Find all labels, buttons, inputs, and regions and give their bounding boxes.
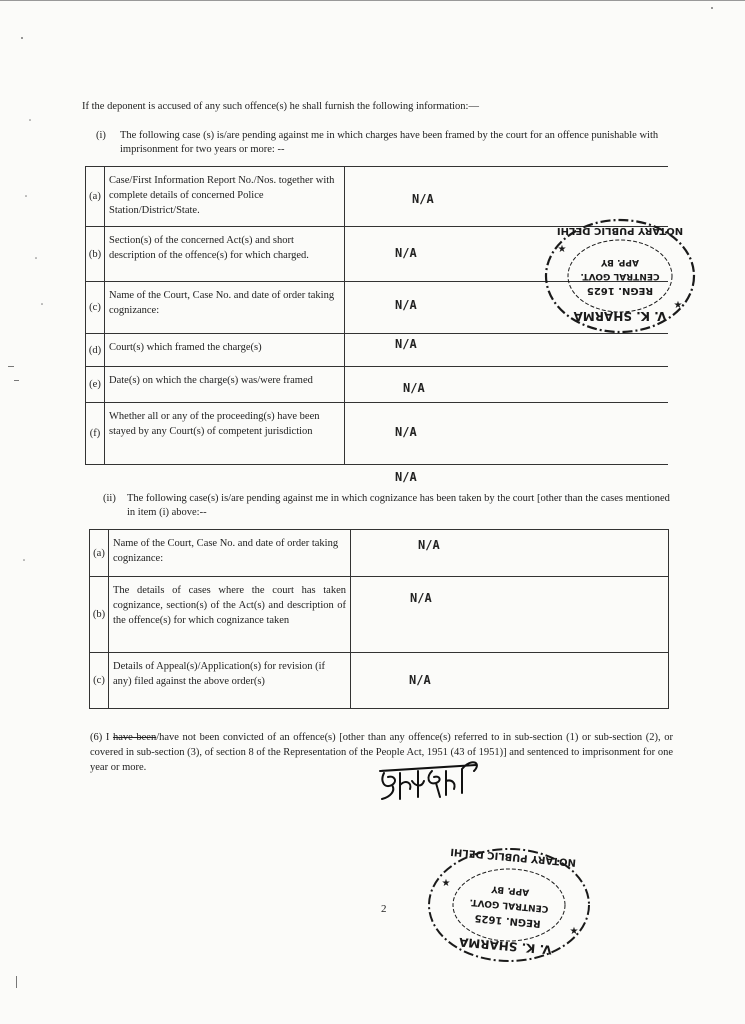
page-number: 2 [381, 903, 387, 915]
svg-text:★: ★ [673, 300, 683, 311]
svg-text:NOTARY PUBLIC DELHI: NOTARY PUBLIC DELHI [449, 845, 577, 868]
svg-text:★: ★ [441, 878, 451, 889]
struck-text: have been [112, 732, 157, 743]
row-label: (b) [86, 227, 105, 282]
row-description: Name of the Court, Case No. and date of order taking cognizance: [105, 282, 345, 334]
row-description: Name of the Court, Case No. and date of order taking cognizance: [109, 530, 351, 577]
svg-text:REGN. 1625: REGN. 1625 [586, 285, 654, 296]
row-label: (f) [86, 403, 105, 465]
row-description: Details of Appeal(s)/Application(s) for revision (if any) filed against the above order(s) [109, 653, 351, 709]
row-label: (d) [86, 334, 105, 367]
svg-text:REGN. 1625: REGN. 1625 [474, 912, 542, 929]
section-i-number: (i) [96, 130, 106, 141]
answer-value: N/A [395, 425, 417, 439]
answer-value: N/A [409, 673, 431, 687]
row-label: (c) [90, 653, 109, 709]
answer-value: N/A [395, 470, 417, 484]
svg-text:APP. BY: APP. BY [490, 883, 530, 897]
row-description: Section(s) of the concerned Act(s) and short description of the offence(s) for which charged. [105, 227, 345, 282]
answer-value: N/A [418, 538, 440, 552]
row-description: The details of cases where the court has taken cognizance, section(s) of the Act(s) and description of the offence(s) for which cognizance taken [109, 577, 351, 653]
answer-value: N/A [410, 591, 432, 605]
answer-value: N/A [395, 298, 417, 312]
answer-value: N/A [412, 192, 434, 206]
paragraph-prefix: (6) I [90, 732, 113, 743]
answer-value: N/A [403, 381, 425, 395]
svg-text:★: ★ [569, 926, 579, 937]
row-description: Case/First Information Report No./Nos. together with complete details of concerned Police Station/District/State. [105, 167, 345, 227]
answer-value: N/A [395, 246, 417, 260]
svg-text:V. K. SHARMA: V. K. SHARMA [573, 309, 667, 323]
section-ii-number: (ii) [103, 493, 116, 504]
row-label: (a) [90, 530, 109, 577]
svg-text:★: ★ [557, 244, 567, 255]
paragraph-body: /have not been convicted of an offence(s) [other than any offence(s) referred to in sub-section (1) or sub-section (2), or covered in sub-section (3), of section 8 of the Representation of the People Act, 1951 (43 of 1951)] and sentenced to imprisonment for one year or more. [90, 732, 673, 773]
row-description: Court(s) which framed the charge(s) [105, 334, 345, 367]
svg-text:CENTRAL GOVT.: CENTRAL GOVT. [469, 896, 549, 914]
row-label: (a) [86, 167, 105, 227]
row-label: (e) [86, 367, 105, 403]
row-label: (b) [90, 577, 109, 653]
svg-text:V. K. SHARMA: V. K. SHARMA [458, 934, 553, 957]
answer-value: N/A [395, 337, 417, 351]
svg-text:APP. BY: APP. BY [601, 257, 639, 267]
row-label: (c) [86, 282, 105, 334]
row-description: Whether all or any of the proceeding(s) have been stayed by any Court(s) of competent jurisdiction [105, 403, 345, 465]
svg-text:CENTRAL GOVT.: CENTRAL GOVT. [580, 271, 660, 281]
intro-text: If the deponent is accused of any such offence(s) he shall furnish the following information:— [82, 101, 479, 112]
svg-text:NOTARY PUBLIC DELHI: NOTARY PUBLIC DELHI [556, 225, 684, 236]
row-description: Date(s) on which the charge(s) was/were framed [105, 367, 345, 403]
section-ii-text: The following case(s) is/are pending against me in which cognizance has been taken by the court [other than the cases mentioned in item (i) above:-- [127, 493, 670, 518]
section-i-text: The following case (s) is/are pending against me in which charges have been framed by the court for an offence punishable with imprisonment for two years or more: -- [120, 130, 659, 155]
